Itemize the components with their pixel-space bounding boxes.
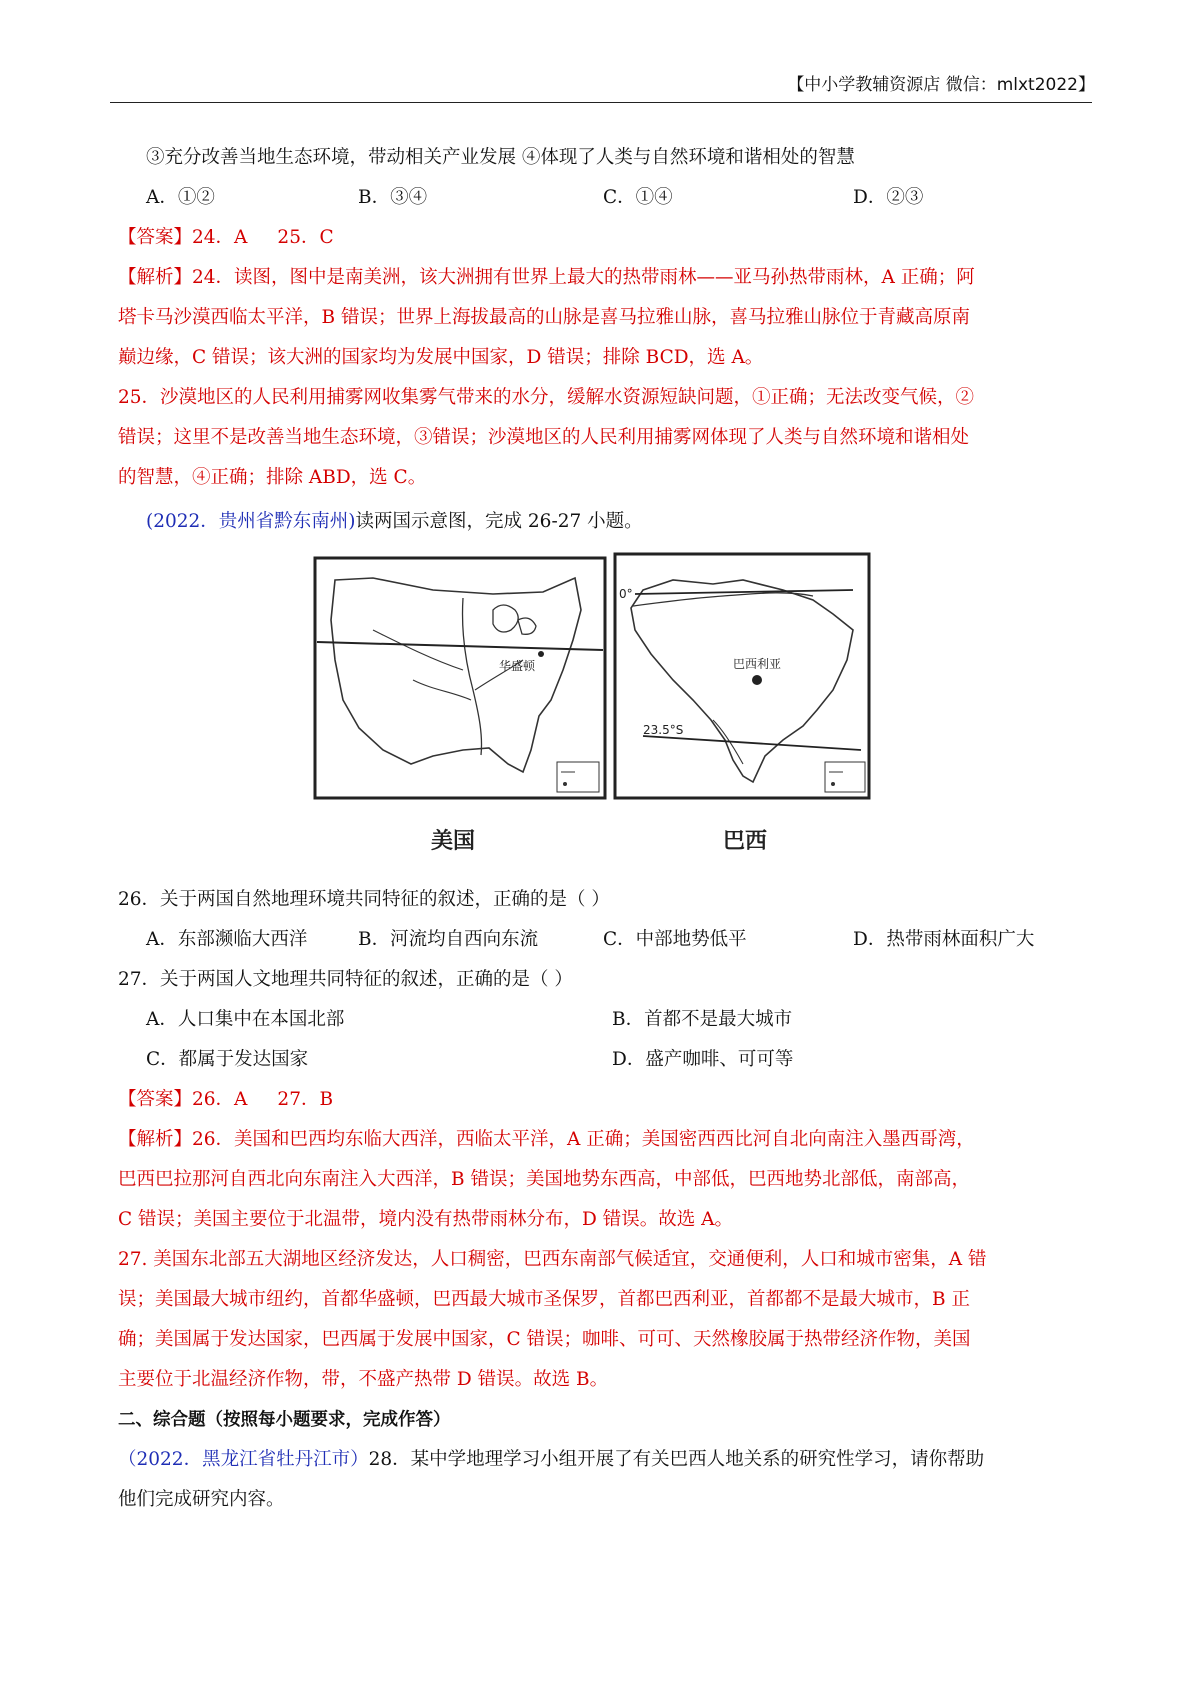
q27-options-row2 — [118, 1040, 1100, 1080]
great-lakes — [493, 605, 536, 634]
intro-26-27 — [118, 502, 1100, 542]
header-rule — [110, 102, 1092, 103]
usa-caption: 美国 — [431, 829, 476, 854]
washington-dot — [538, 651, 544, 657]
q26-options — [118, 920, 1100, 960]
q27-option-c: C．都属于发达国家 — [146, 1049, 309, 1070]
answer-24: 24．A — [192, 227, 248, 248]
washington-label: 华盛顿 — [499, 659, 536, 673]
arkansas-river — [413, 680, 471, 700]
answer-label: 【答案】 — [118, 1089, 193, 1110]
page-header: 【中小学教辅资源店 微信：mlxt2022】 — [787, 75, 1095, 95]
q26-option-b: B．河流均自西向东流 — [358, 929, 539, 950]
answer-label: 【答案】 — [118, 227, 193, 248]
q25-option-a: A．①② — [146, 187, 215, 208]
analysis-label: 【解析】 — [118, 267, 193, 288]
answer-26-27 — [118, 1080, 1100, 1120]
maps-svg — [313, 550, 873, 880]
q25-option-b: B．③④ — [358, 187, 428, 208]
mississippi-river — [462, 598, 481, 755]
analysis-25-line-3: 的智慧，④正确；排除 ABD，选 C。 — [118, 467, 427, 488]
q26-option-a: A．东部濒临大西洋 — [146, 929, 308, 950]
intro-text: 读两国示意图，完成 26-27 小题。 — [355, 511, 643, 532]
q27-option-b: B．首都不是最大城市 — [612, 1009, 793, 1030]
answer-24-25 — [118, 218, 1100, 258]
analysis-25-line-1: 25．沙漠地区的人民利用捕雾网收集雾气带来的水分，缓解水资源短缺问题，①正确；无法改变气候，② — [118, 387, 975, 408]
amazon-river — [633, 593, 813, 606]
analysis-25 — [118, 378, 1100, 498]
q28-source: （2022．黑龙江省牡丹江市） — [118, 1449, 369, 1470]
missouri-river — [373, 630, 463, 670]
brazil-outline — [631, 580, 853, 782]
q26-stem: 26．关于两国自然地理环境共同特征的叙述，正确的是（ ） — [118, 889, 610, 910]
analysis-26-line-1: 26．美国和巴西均东临大西洋，西临太平洋，A 正确；美国密西西比河自北向南注入墨西哥湾， — [192, 1129, 975, 1150]
analysis-26-line-3: C 错误；美国主要位于北温带，境内没有热带雨林分布，D 错误。故选 A。 — [118, 1209, 733, 1230]
page-content — [118, 138, 1100, 1520]
q28-line-2: 他们完成研究内容。 — [118, 1489, 285, 1510]
question-source: (2022．贵州省黔东南州) — [146, 511, 356, 532]
analysis-27-line-2: 误；美国最大城市纽约，首都华盛顿，巴西最大城市圣保罗，首都巴西利亚，首都都不是最大城市，B 正 — [118, 1289, 970, 1310]
q26-option-c: C．中部地势低平 — [603, 929, 747, 950]
equator-line — [635, 590, 853, 594]
maps-figure — [313, 550, 873, 880]
tropic-line — [643, 736, 861, 750]
analysis-26-line-2: 巴西巴拉那河自西北向东南注入大西洋，B 错误；美国地势东西高，中部低，巴西地势北部低，南部高， — [118, 1169, 970, 1190]
tropic-label: 23.5°S — [643, 723, 684, 737]
analysis-label: 【解析】 — [118, 1129, 193, 1150]
answer-25: 25．C — [277, 227, 334, 248]
answer-26: 26．A — [192, 1089, 248, 1110]
analysis-25-line-2: 错误；这里不是改善当地生态环境，③错误；沙漠地区的人民利用捕雾网体现了人类与自然环境和谐相处 — [118, 427, 970, 448]
brasilia-dot — [752, 675, 762, 685]
q25-options — [118, 178, 1100, 218]
q27-option-d: D．盛产咖啡、可可等 — [612, 1049, 794, 1070]
q25-statement: ③充分改善当地生态环境，带动相关产业发展 ④体现了人类与自然环境和谐相处的智慧 — [146, 147, 855, 168]
analysis-24 — [118, 258, 1100, 378]
q25-option-d: D．②③ — [853, 187, 924, 208]
analysis-24-line-2: 塔卡马沙漠西临太平洋，B 错误；世界上海拔最高的山脉是喜马拉雅山脉，喜马拉雅山脉位于青藏高原南 — [118, 307, 970, 328]
q27-stem: 27．关于两国人文地理共同特征的叙述，正确的是（ ） — [118, 969, 573, 990]
brasilia-label: 巴西利亚 — [733, 657, 782, 671]
equator-label: 0° — [619, 587, 633, 601]
brazil-legend — [825, 762, 865, 792]
analysis-24-line-1: 24．读图，图中是南美洲，该大洲拥有世界上最大的热带雨林——亚马孙热带雨林，A 正确；阿 — [192, 267, 975, 288]
q26-option-d: D．热带雨林面积广大 — [853, 929, 1035, 950]
usa-outline — [331, 578, 581, 772]
analysis-24-line-3: 巅边缘，C 错误；该大洲的国家均为发展中国家，D 错误；排除 BCD，选 A。 — [118, 347, 764, 368]
q28-text-1: 28．某中学地理学习小组开展了有关巴西人地关系的研究性学习，请你帮助 — [368, 1449, 985, 1470]
q28-line-1 — [118, 1440, 1100, 1480]
analysis-26 — [118, 1120, 1100, 1240]
usa-legend — [557, 762, 599, 792]
q27-options-row1 — [118, 1000, 1100, 1040]
analysis-27-line-3: 确；美国属于发达国家，巴西属于发展中国家，C 错误；咖啡、可可、天然橡胶属于热带经济作物，美国 — [118, 1329, 971, 1350]
analysis-27 — [118, 1240, 1100, 1400]
latitude-line-usa — [317, 642, 603, 650]
q25-option-c: C．①④ — [603, 187, 673, 208]
q27-option-a: A．人口集中在本国北部 — [146, 1009, 345, 1030]
analysis-27-line-1: 27. 美国东北部五大湖地区经济发达，人口稠密，巴西东南部气候适宜，交通便利，人口和城市密集，A 错 — [118, 1249, 987, 1270]
section-title: 二、综合题（按照每小题要求，完成作答） — [118, 1410, 451, 1430]
brazil-caption: 巴西 — [723, 829, 768, 854]
analysis-27-line-4: 主要位于北温经济作物，带，不盛产热带 D 错误。故选 B。 — [118, 1369, 609, 1390]
answer-27: 27．B — [277, 1089, 334, 1110]
